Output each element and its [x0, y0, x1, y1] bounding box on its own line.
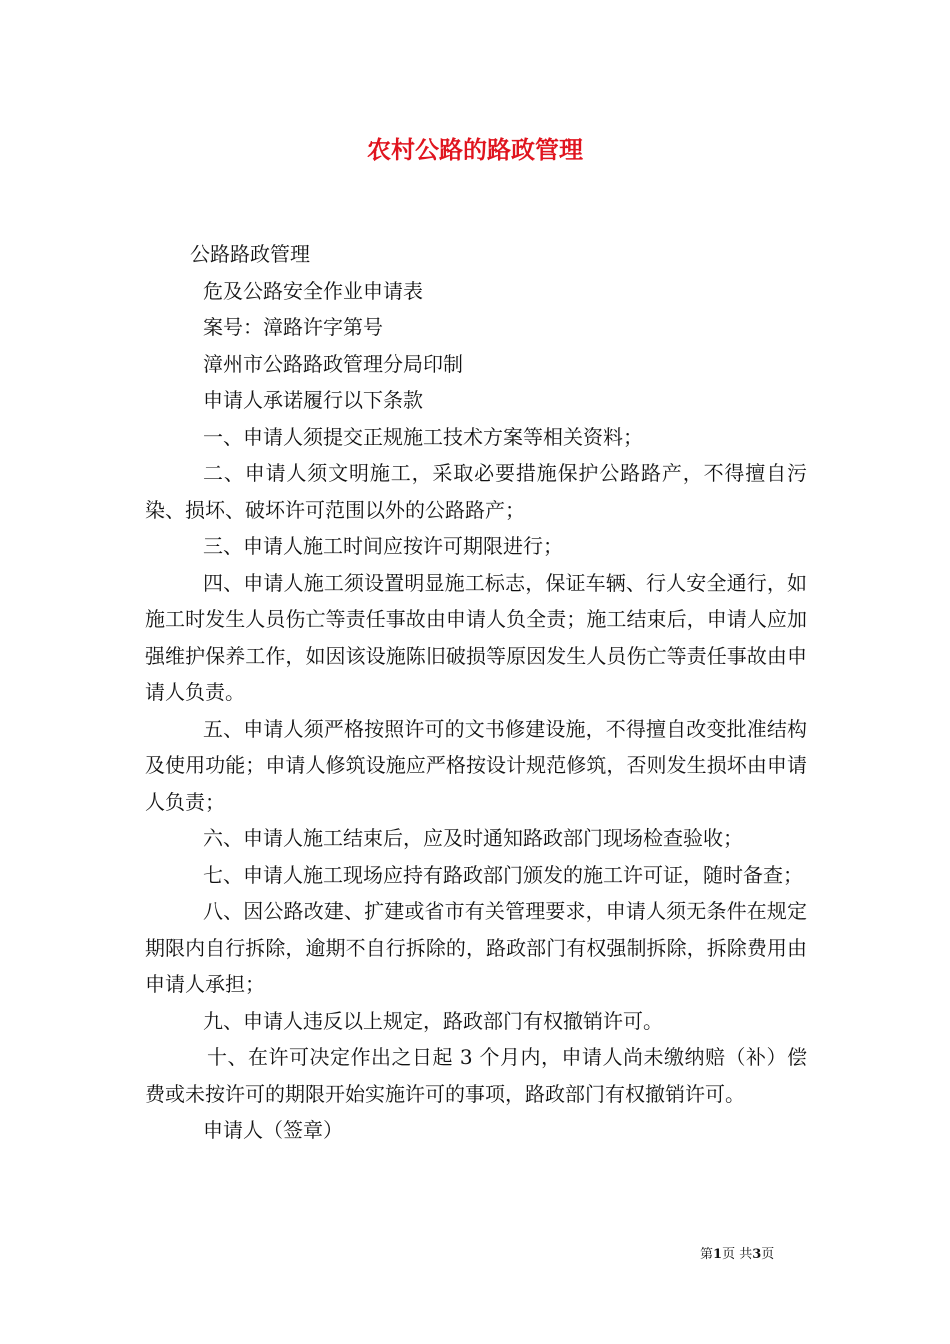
- clause-7: 七、申请人施工现场应持有路政部门颁发的施工许可证，随时备查；: [203, 862, 803, 887]
- paragraph-commitment-intro: 申请人承诺履行以下条款: [203, 388, 423, 412]
- clause-8: 八、因公路改建、扩建或省市有关管理要求，申请人须无条件在规定期限内自行拆除，逾期不自行拆除的，路政部门有权强制拆除，拆除费用由申请人承担；: [145, 899, 807, 996]
- paragraph-printer: 漳州市公路路政管理分局印制: [203, 351, 463, 376]
- document-body: [145, 236, 807, 1149]
- page-number-footer: [700, 1245, 820, 1265]
- clause-5: 五、申请人须严格按照许可的文书修建设施，不得擅自改变批准结构及使用功能；申请人修筑设施应严格按设计规范修筑，否则发生损坏由申请人负责；: [145, 716, 807, 814]
- paragraph-form-name: 危及公路安全作业申请表: [203, 278, 423, 303]
- clause-1: 一、申请人须提交正规施工技术方案等相关资料；: [203, 424, 643, 449]
- clause-4: 四、申请人施工须设置明显施工标志，保证车辆、行人安全通行，如施工时发生人员伤亡等责任事故由申请人负全责；施工结束后，申请人应加强维护保养工作，如因该设施陈旧破损等原因发生人员伤亡等责任事故由申请人负责。: [145, 570, 807, 704]
- clause-3: 三、申请人施工时间应按许可期限进行；: [203, 534, 563, 558]
- paragraph-heading: 公路路政管理: [190, 242, 310, 266]
- clause-10: 十、在许可决定作出之日起 3 个月内，申请人尚未缴纳赔（补）偿费或未按许可的期限开始实施许可的事项，路政部门有权撤销许可。: [145, 1045, 807, 1106]
- footer-prefix: 第: [700, 1247, 714, 1262]
- footer-suffix: 页: [761, 1247, 775, 1262]
- paragraph-case-number: 案号：漳路许字第号: [203, 315, 383, 339]
- clause-9: 九、申请人违反以上规定，路政部门有权撤销许可。: [203, 1008, 663, 1033]
- document-title: 农村公路的路政管理: [367, 135, 583, 164]
- footer-total-pages: 3: [752, 1247, 762, 1262]
- footer-middle: 页 共: [722, 1247, 753, 1262]
- clause-6: 六、申请人施工结束后，应及时通知路政部门现场检查验收；: [203, 826, 743, 850]
- clause-2: 二、申请人须文明施工，采取必要措施保护公路路产，不得擅自污染、损坏、破坏许可范围以外的公路路产；: [145, 461, 807, 522]
- applicant-signature-line: 申请人（签章）: [203, 1118, 343, 1142]
- footer-current-page: 1: [713, 1247, 723, 1262]
